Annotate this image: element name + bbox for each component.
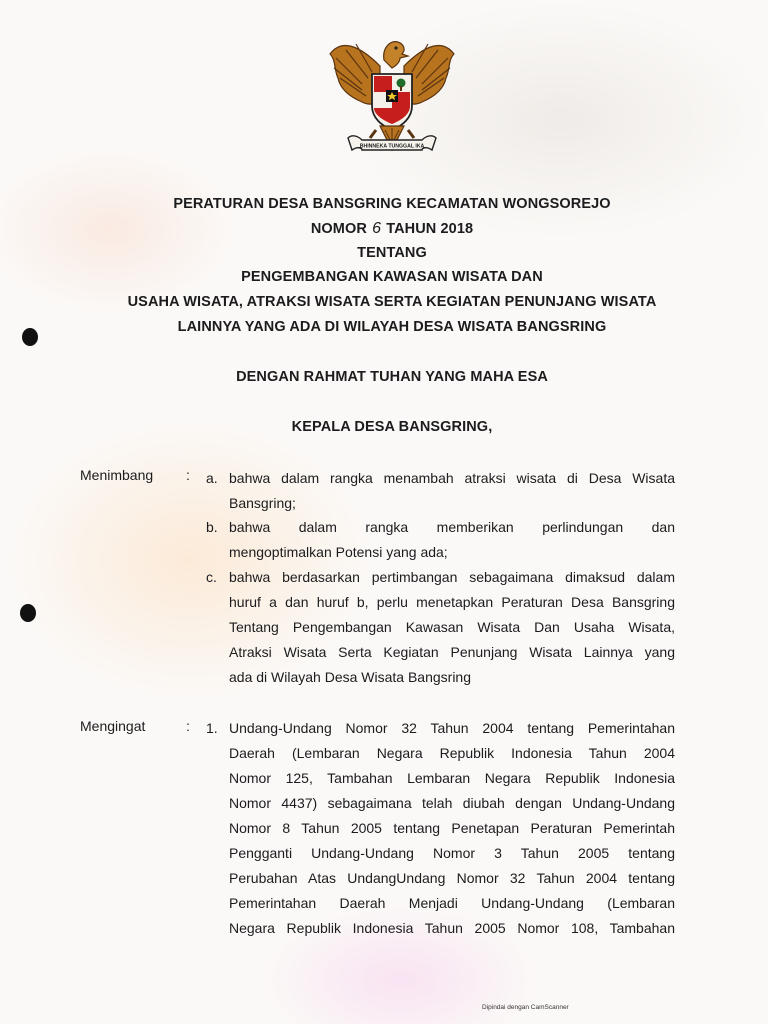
menimbang-item-b-line: mengoptimalkan Potensi yang ada; bbox=[229, 544, 448, 560]
menimbang-item-a-line: bahwa dalam rangka menambah atraksi wisata di Desa Wisata bbox=[229, 470, 675, 486]
nomor-year: TAHUN 2018 bbox=[386, 221, 474, 237]
menimbang-item-c-line: ada di Wilayah Desa Wisata Bangsring bbox=[229, 669, 472, 685]
regulation-number-line bbox=[60, 220, 724, 238]
mengingat-item-1-line: Negara Republik Indonesia Tahun 2005 Nomor 108, Tambahan bbox=[229, 920, 675, 936]
menimbang-item-marker: c. bbox=[206, 569, 217, 585]
mengingat-item-1-line: Daerah (Lembaran Negara Republik Indonesia Tahun 2004 bbox=[229, 745, 675, 761]
menimbang-item-c-line: Atraksi Wisata Serta Kegiatan Penunjang Wisata Lainnya yang bbox=[229, 644, 675, 660]
nomor-number: 6 bbox=[372, 220, 382, 237]
mengingat-item-1-line: Perubahan Atas UndangUndang Nomor 32 Tahun 2004 tentang bbox=[229, 870, 675, 886]
punch-hole bbox=[22, 328, 38, 346]
menimbang-item-marker: b. bbox=[206, 519, 218, 535]
nomor-prefix: NOMOR bbox=[310, 221, 367, 237]
subject-line2: USAHA WISATA, ATRAKSI WISATA SERTA KEGIATAN PENUNJANG WISATA bbox=[127, 294, 657, 310]
menimbang-item-c-line: huruf a dan huruf b, perlu menetapkan Peraturan Desa Bansgring bbox=[229, 594, 675, 610]
mengingat-item-1-line: Nomor 8 Tahun 2005 tentang Penetapan Peraturan Pemerintah bbox=[229, 820, 675, 836]
subject-line1: PENGEMBANGAN KAWASAN WISATA DAN bbox=[241, 269, 543, 285]
punch-hole bbox=[20, 604, 36, 622]
mengingat-item-1-line: Pengganti Undang-Undang Nomor 3 Tahun 2005 tentang bbox=[229, 845, 675, 861]
subject-line3: LAINNYA YANG ADA DI WILAYAH DESA WISATA BANGSRING bbox=[177, 319, 607, 335]
menimbang-item-marker: a. bbox=[206, 470, 218, 486]
regulation-title-line1: PERATURAN DESA BANSGRING KECAMATAN WONGSOREJO bbox=[173, 196, 611, 212]
mengingat-item-1-line: Pemerintahan Daerah Menjadi Undang-Undang (Lembaran bbox=[229, 895, 675, 911]
emblem-motto: BHINNEKA TUNGGAL IKA bbox=[359, 143, 425, 150]
tentang-heading: TENTANG bbox=[357, 245, 427, 261]
scanner-watermark-text: Dipindai dengan CamScanner bbox=[482, 1004, 569, 1011]
mengingat-label: Mengingat bbox=[80, 718, 146, 734]
mengingat-colon: : bbox=[186, 718, 190, 734]
menimbang-item-c-line: bahwa berdasarkan pertimbangan sebagaimana dimaksud dalam bbox=[229, 569, 675, 585]
menimbang-colon: : bbox=[186, 467, 190, 483]
mengingat-item-marker: 1. bbox=[206, 720, 218, 736]
menimbang-item-a-line: Bansgring; bbox=[229, 495, 296, 511]
menimbang-label: Menimbang bbox=[80, 467, 154, 483]
mengingat-item-1-line: Undang-Undang Nomor 32 Tahun 2004 tentang Pemerintahan bbox=[229, 720, 675, 736]
kepala-desa-line: KEPALA DESA BANSGRING, bbox=[291, 419, 493, 435]
garuda-pancasila-emblem-icon bbox=[322, 26, 462, 166]
rahmat-line: DENGAN RAHMAT TUHAN YANG MAHA ESA bbox=[236, 369, 548, 385]
menimbang-item-b-line: bahwa dalam rangka memberikan perlindungan dan bbox=[229, 519, 675, 535]
mengingat-item-1-line: Nomor 4437) sebagaimana telah diubah dengan Undang-Undang bbox=[229, 795, 675, 811]
mengingat-item-1-line: Nomor 125, Tambahan Lembaran Negara Republik Indonesia bbox=[229, 770, 675, 786]
menimbang-item-c-line: Tentang Pengembangan Kawasan Wisata Dan Usaha Wisata, bbox=[229, 619, 675, 635]
